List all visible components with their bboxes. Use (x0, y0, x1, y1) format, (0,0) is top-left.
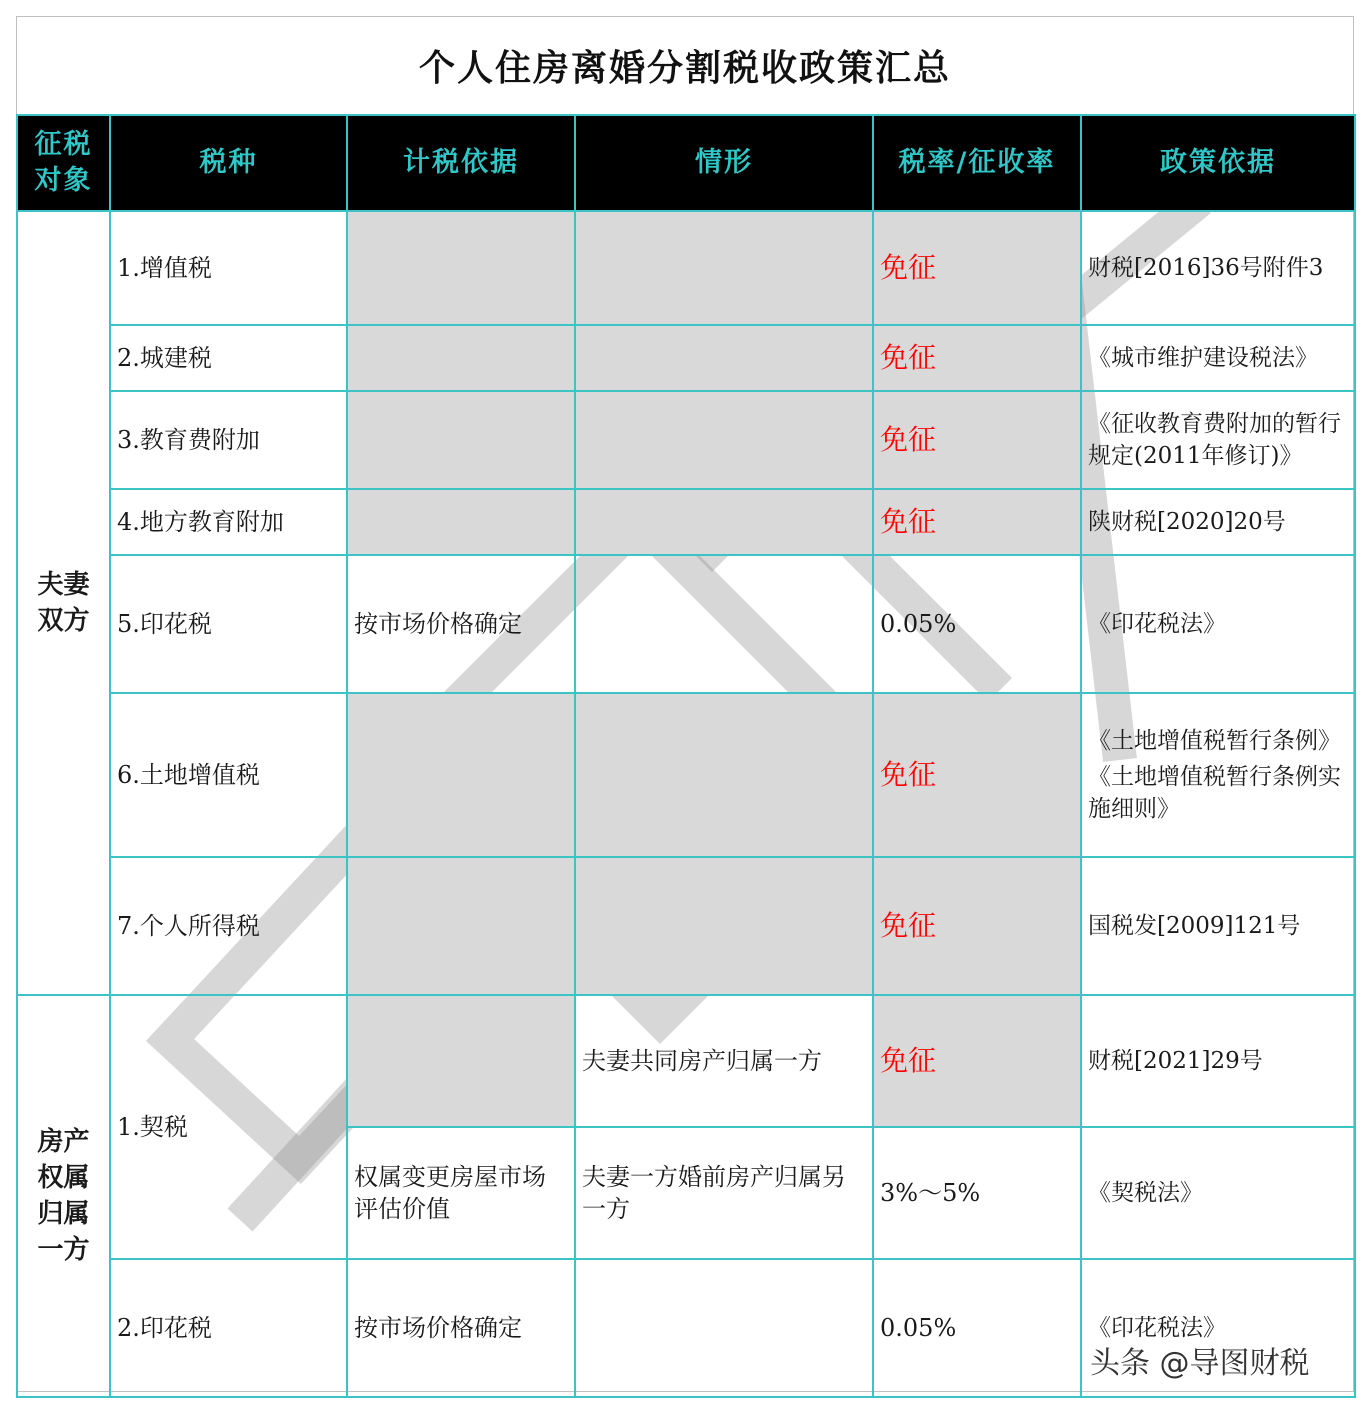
header-situation: 情形 (575, 115, 873, 211)
rate-cell: 免征 (873, 325, 1081, 391)
situation-cell (575, 489, 873, 555)
basis-cell (347, 489, 575, 555)
table-row (17, 857, 1355, 995)
basis-cell (347, 693, 575, 857)
header-row (17, 115, 1355, 211)
basis-cell (347, 325, 575, 391)
table-row (17, 391, 1355, 489)
rate-cell: 免征 (873, 391, 1081, 489)
situation-cell: 夫妻一方婚前房产归属另一方 (575, 1127, 873, 1259)
situation-cell (575, 391, 873, 489)
tax-type-cell: 6.土地增值税 (110, 693, 347, 857)
header-object: 征税对象 (17, 115, 110, 211)
header-policy: 政策依据 (1081, 115, 1355, 211)
basis-cell (347, 995, 575, 1127)
policy-cell: 《印花税法》 (1081, 1259, 1355, 1397)
brand-watermark: 头条 @导图财税 (1090, 1346, 1310, 1381)
policy-line: 《土地增值税暂行条例实施细则》 (1088, 764, 1341, 822)
tax-policy-table (16, 114, 1356, 1398)
situation-cell (575, 1259, 873, 1397)
policy-cell: 《征收教育费附加的暂行规定(2011年修订)》 (1081, 391, 1355, 489)
rate-cell: 免征 (873, 995, 1081, 1127)
basis-cell: 按市场价格确定 (347, 1259, 575, 1397)
object-cell: 房产权属归属一方 (17, 995, 110, 1397)
header-tax-type: 税种 (110, 115, 347, 211)
situation-cell: 夫妻共同房产归属一方 (575, 995, 873, 1127)
policy-cell: 陕财税[2020]20号 (1081, 489, 1355, 555)
basis-cell (347, 391, 575, 489)
basis-cell (347, 857, 575, 995)
situation-cell (575, 857, 873, 995)
tax-type-cell: 1.增值税 (110, 211, 347, 325)
rate-cell: 3%～5% (873, 1127, 1081, 1259)
policy-cell: 国税发[2009]121号 (1081, 857, 1355, 995)
tax-type-cell: 1.契税 (110, 995, 347, 1259)
situation-cell (575, 325, 873, 391)
rate-cell: 0.05% (873, 1259, 1081, 1397)
table-row (17, 211, 1355, 325)
table-row (17, 555, 1355, 693)
tax-type-cell: 4.地方教育附加 (110, 489, 347, 555)
table-row (17, 325, 1355, 391)
policy-cell (1081, 693, 1355, 857)
situation-cell (575, 693, 873, 857)
policy-cell: 财税[2021]29号 (1081, 995, 1355, 1127)
policy-cell: 《契税法》 (1081, 1127, 1355, 1259)
tax-type-cell: 7.个人所得税 (110, 857, 347, 995)
rate-cell: 免征 (873, 211, 1081, 325)
situation-cell (575, 555, 873, 693)
rate-cell: 0.05% (873, 555, 1081, 693)
tax-type-cell: 3.教育费附加 (110, 391, 347, 489)
policy-cell: 《城市维护建设税法》 (1081, 325, 1355, 391)
basis-cell: 按市场价格确定 (347, 555, 575, 693)
tax-type-cell: 2.印花税 (110, 1259, 347, 1397)
rate-cell: 免征 (873, 693, 1081, 857)
table-row (17, 995, 1355, 1127)
basis-cell (347, 211, 575, 325)
policy-cell: 《印花税法》 (1081, 555, 1355, 693)
object-cell: 夫妻双方 (17, 211, 110, 995)
policy-cell: 财税[2016]36号附件3 (1081, 211, 1355, 325)
rate-cell: 免征 (873, 857, 1081, 995)
situation-cell (575, 211, 873, 325)
basis-cell: 权属变更房屋市场评估价值 (347, 1127, 575, 1259)
rate-cell: 免征 (873, 489, 1081, 555)
page-title: 个人住房离婚分割税收政策汇总 (418, 47, 951, 89)
header-basis: 计税依据 (347, 115, 575, 211)
tax-type-cell: 5.印花税 (110, 555, 347, 693)
table-row (17, 489, 1355, 555)
header-rate: 税率/征收率 (873, 115, 1081, 211)
tax-type-cell: 2.城建税 (110, 325, 347, 391)
table-row (17, 693, 1355, 857)
policy-line: 《土地增值税暂行条例》 (1088, 728, 1341, 754)
